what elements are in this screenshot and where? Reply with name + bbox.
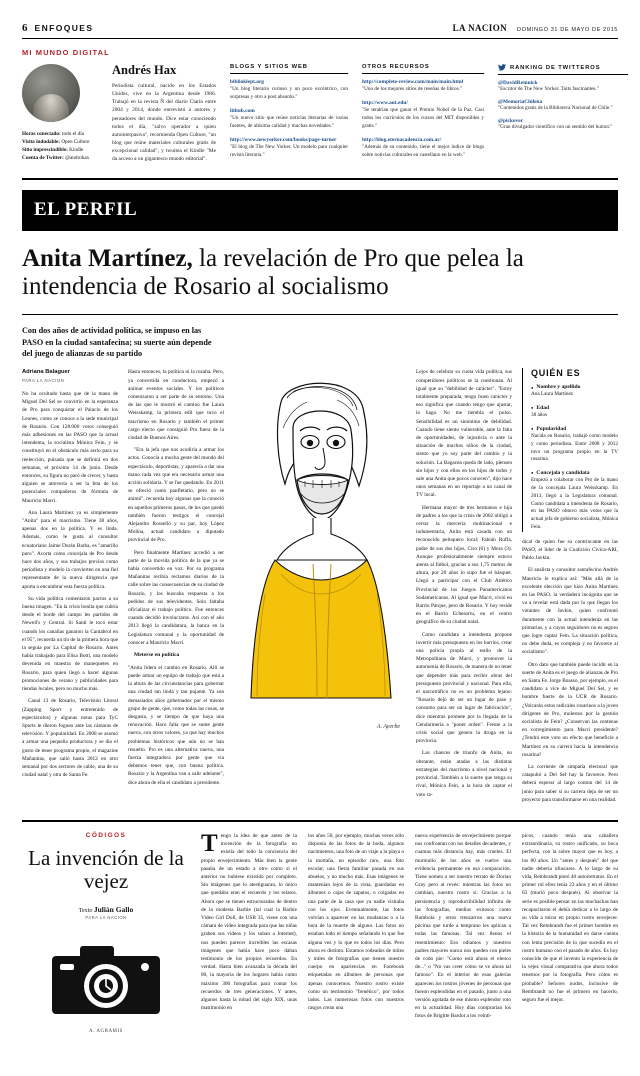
section-name: ENFOQUES [34, 23, 94, 33]
list-item [498, 80, 628, 94]
list-item [362, 137, 484, 160]
codigos-column-1: Tengo la idea de que antes de la invención de la fotografía no existía del todo la conciencia del propio envejecimiento. Más bien la gente pasaba de un estado a otro como si el anterior no hubiese existido por completo. Sin imágenes que lo atestiguaran, lo único que quedaba eran el recuerdo y los relatos. Ahora que se tienen estructuradas de dentro de la modesta Barbie (tal cual la Barbie Video Girl Doll, de USB 35, viene con una cámara de video integrada para que las niñas graben sus videos y los suban a Internet), nos pueden parecer increíbles las escasas imágenes que había hace poco daban testimonio de los propios recuerdos. En verdad. Hasta bien avanzada la década del 80, la mayoría de los hogares había como máximo 300 fotografías para contar los recuerdos de tres generaciones. Y antes, algunos hasta la mitad del siglo XIX, unas matrimonio en [201, 830, 297, 1012]
link[interactable]: http://complete-review.com/main/main.html [362, 79, 464, 85]
paragraph: Pero finalmente Martínez accedió a ser parte de la movida política de la que ya se había convertido en voz. Por su programa Mañanitas recibía reclamos diarios de la calle sobre las consecuencias de su ciudad de Rosario, y los buscaba respuesta a los pedidos de sus televidentes. Solo faltaba oficializar el trabajo político. Fue entonces cuando decidió involucrarse. Así con el año 2013 llegó la candidatura, la banca en la Legislatura comunal y la oportunidad de conocer a Mauricio Macri. [128, 549, 224, 646]
meta-label: Visita indudable: [22, 139, 61, 146]
paragraph: Hermana mayor de tres hermanos e hija de padres a los que la crisis de 2002 obligó a cerrar la mercería multinacional e indumentaria, Anita está casada con un reconocido peluquero local: Fabián Ruffa, padre de sus dos hijos, Ciro (6) y Mora (3). Aunque profesionalmente siempre estuvo atenta al fútbol, gracias a sus 1,75 metros de altura, por 20 años lo supo fue el básquet. Llegó a participar con el Club Atlético Provincial de los Juegos Panamericanos Sudamericanos. Al igual que Macri, vivió en Barrio Parque, pero de Rosario. Y hoy reside en el Barrio Echesortu, en el centro geográfico de su ciudad natal. [416, 504, 512, 626]
meta-label: Cuenta de Twitter: [22, 155, 64, 162]
twitter-handle[interactable]: @pickover [498, 117, 524, 124]
list-item [531, 405, 618, 420]
meta-label: Sitio imprescindible: [22, 147, 68, 154]
links-col-twitter [498, 64, 628, 166]
paragraph: Hasta entonces, la política ni la rozaba. Pero, ya convertida en conductora, empezó a animar eventos sociales. Y los políticos comenzaron a ser parte de su entorno. Una de las que le mostró el camino fue Laura Weisskamp, la primera edil que tuvo el macrismo en Rosario y también el primer cargo electo que consiguió Pro fuera de la ciudad de Buenos Aires. [128, 369, 224, 441]
columnist-meta [22, 130, 98, 162]
quien-es-text: Ana Laura Martínez [531, 391, 574, 398]
list-item [230, 137, 348, 160]
article-column-4 [522, 368, 618, 808]
paragraph: "Era la jefa que nos acudiría a armar los actos. Conocía a mucha gente del mundo del espectáculo, deportistas, y aparecía a dar una mano cada vez que era necesario armar una acción solidaria. Y se fue quedando. En 2011 se ofreció como panfletario, pero no se animó", recuerda hoy algunas que la conoció en aquellos primeros pasos, de los que quedó también fueron testigos el concejal Alejandro Rosselló y su par, hoy López Molina, actual candidato a diputado provincial de Pro. [128, 447, 224, 544]
quien-es-text: Nacida en Rosario, trabajó como modelo y como periodista. Entre 2008 y 2012 tuvo un programa propio en la TV rosarina. [531, 432, 618, 463]
link-description: "Un nuevo sitio que reúne noticias literarias de varias fuentes, de altísima calidad y muchas novedades." [230, 115, 348, 129]
byline-author: Julián Gallo [93, 905, 134, 915]
byline-prefix: Texto [78, 908, 93, 915]
article-byline: Adriana Balaguer [22, 369, 70, 376]
list-item [362, 100, 484, 131]
list-item [498, 118, 628, 132]
twitter-handle[interactable]: @DavidRemnick [498, 80, 538, 86]
meta-label: Horas conectado: [22, 131, 61, 137]
meta-value: @androhax [65, 155, 90, 162]
link-description: "El blog de The New Yorker. Un modelo para cualquier revista literaria." [230, 144, 348, 158]
codigos-column-2: los años 50, por ejemplo, muchas veces sólo disponía de las fotos de la boda, algunos nacimientos, una foto de un viaje a la playa o la mortaña, un episodio raro, una foto escolar, una fiesta familiar pasada en sus abuelos, y no mucho más. Esas imágenes se mantenían lejos de la vista, guardadas en álbumes o cajas de zapatos, o colgadas en una parte de la casa que ya nadie visitaba con los ojos. Eventualmente, las fotos volvían a aparecer en las mudanzas o a la hora de la muerte de alguno. Las fotos no estaban todo el tiempo señalando lo que fue alguna vez y lo que es todos los días. Pero ahora es distinto. Estamos rodeados de miles y miles de fotografías que tienen nuestro cuerpo en apariencias en Facebook etiquetadas en álbumes de personas que apenas conocemos. Nuestro rostro existe como un testimonio "frenético", por todos lados. Las numerosas fotos con nuestros rasgos crean una [308, 833, 404, 1012]
page-title [22, 245, 618, 301]
paragraph: dical de quien fue su contrincante en las PASO, el líder de la Coalición Cívica-ARI, Pablo Javkin. [522, 538, 618, 562]
section-banner-el-perfil: EL PERFIL [22, 190, 618, 231]
camera-illustration [46, 934, 166, 1034]
list-item [531, 426, 618, 464]
col-heading-row [498, 64, 628, 75]
kicker-codigos: CÓDIGOS [85, 832, 127, 839]
masthead-left [22, 22, 93, 34]
camera-icon [46, 934, 166, 1020]
col-heading: BLOGS Y SITIOS WEB [230, 64, 348, 74]
columnist-bio: Periodista cultural, nacido en los Estados Unidos, vive en la Argentina desde 1986. Trabajó en la revista Ñ del diario Clarín entre 2004 y 2014, donde entrevistó a autores y pensadores del mundo. Dice estar conociendo todos el día, "salvo operador a quien autointerpasiva", recomienda Open Culture, "un blog que reúne materiales culturales gratis de excepcional calidad", y twuitea el Kindle "Me da acceso a un gigantesco mundo editorial". [112, 83, 216, 163]
twitter-handle[interactable]: @MemoriaChilena [498, 98, 543, 105]
link[interactable]: http://www.newyorker.com/books/page-turner [230, 136, 337, 143]
codigos-byline [22, 905, 190, 920]
paragraph: Su vida política comentaron pactos a su buena imagen. "En la crisis bonita que cubría desde el borde del campo les partidos de Newell's y Central. Si Santi le tocó estar cuando los canallas ganaron la Cantabrol en el 95", recuerda un tín de la primera hora que la seguía por La Capital de Rosario. Antes había trabajado para Elisa Botti, una modelo devenida en maestra de manequetes en Rosario, para quien llegó a hacer algunas promociones de verano y publicidades para tiendas locales, pero no mucho más. [22, 595, 119, 693]
list-item [362, 79, 484, 94]
digital-block [22, 64, 618, 180]
codigos-column-3: nueva experiencia de envejecimiento porque nos confrontan con los detalles decadentes, y cuantas más distancia hay, más crueles. El murmullo de los años se vuelve una evidencia permanente en esa comparación. Tiene nomen o ser nuestro retrato de Dorian Gray pero al revés: mientras las fotos no cambian, nuestro rostro sí. Gracias a la persistencia y reproductibilidad infinita de las fotografías, medios exitosos como Rumbola y otros trenzarron una nueva pócima que turde a temprano les aplican a todas las famosas. Tal vez llenos el resentimiento: Eso odiamos y nuestros padres mayores nunca nos queden con pieles de codo pie: "Como está ahora el elenco de..." o "No vas creer cómo se ve ahora tal famoso". En el interior de esas galerías aparecen los rostros jóvenes de personas que fueron esplendidas en el pasado, junto a una versión agotada de ese mismo esplendor roto en la actualidad. Hoy días comprarían los fotos de Brigitte Bardot a los veinti- [415, 833, 511, 1020]
illustration-signature: A. AGRAMIS [89, 1029, 123, 1035]
brand-name: LA NACION [452, 23, 508, 33]
quien-es-title: QUIÉN ES [531, 368, 581, 379]
link[interactable]: http://www.aut.edu/ [362, 100, 408, 107]
col-heading: OTROS RECURSOS [362, 64, 484, 74]
deck-row [22, 325, 618, 361]
paragraph: Las chances de triunfo de Anita, no obstante, están atadas a las distintas estrategias del macrismo a nivel nacional y provincial. También a la suerte que tenga su rival, Mónica Fein, a la hora de captar el voto ra- [416, 750, 512, 798]
list-item [531, 470, 618, 532]
paragraph: La corriente de simpatía electoral que catapultó a Del Sel hay la favorece. Pero deberá esperar al largo contun del 14 de junio para saber si su carrera deja de ser un proyecto para transformarse en una realidad. [522, 763, 618, 803]
quien-es-box [522, 368, 618, 531]
quien-es-label: ● Nombre y apellido [531, 384, 618, 390]
twitter-description: "Contenidos gratis de la Biblioteca Nacional de Chile." [498, 104, 613, 111]
article-deck: Con dos años de actividad política, se impuso en las PASO en la ciudad santafecina; su suerte aún depende del juego de alianzas de su partido [22, 325, 212, 359]
kicker-mi-mundo-digital: MI MUNDO DIGITAL [22, 48, 110, 57]
twitter-icon [498, 64, 506, 71]
illustration-signature: A. Ayerbe [376, 724, 400, 731]
link[interactable]: lithub.com [230, 107, 255, 114]
article-column-3 [416, 368, 512, 808]
avatar [22, 64, 80, 122]
paragraph: No ha ocultado hasta que de la mano de Miguel Del Sel se convirtió en la esperanza de Pro para conquistar el Palacio de los Leones, como se conoce a la sede municipal de Rosario. Con 128.000 votos conseguió más adhesiones en las PASO que la actual intendenta, la socialista Mónica Fein, y se constituyó en el obstáculo más serio para su reelección, pulsada que se definirá en dos semanas, el próximo 14 de junio. Desde entonces, su figura no paró de crecer, y hasta alguien se atrevería a ser la feta de los potenciales compañeros de fórmula de Mauricio Macri. [22, 390, 118, 504]
article-column-2 [128, 368, 224, 808]
quien-es-label: ● Popularidad [531, 426, 618, 432]
link-description: "Se tendrían que ganar el Premio Nobel de la Paz. Casi todos los currículos de los cursos del MIT disponibles y gratis." [362, 107, 484, 129]
twitter-description: "Gran divulgador científico con un sentido del humor." [498, 123, 613, 130]
link[interactable]: biblioklept.org [230, 79, 264, 85]
headline-rest: la revelación de Pro que pelea la intendencia de Rosario al socialismo [22, 244, 524, 300]
quien-es-text: Empezó a colaborar con Pro de la mano de la concejala Laura Weisskamp. En 2013, llegó a la Legislatura comunal. Como candidata a intendenta de Rosario, en las PASO obtuvo más votos que la actual jefa de gobierno socialista, Mónica Fein. [531, 477, 618, 530]
link-description: "Además de su contenido, tiene el mejor índice de blogs sobre noticias culturales en castellano en la web." [362, 144, 484, 158]
meta-value: Kindle [69, 147, 84, 154]
list-item [498, 99, 628, 113]
headline-name: Anita Martínez, [22, 244, 193, 272]
caricature-svg [234, 368, 406, 734]
article-body [22, 368, 618, 808]
link[interactable]: http://blog.eternacadencia.com.ar/ [362, 136, 442, 143]
paragraph: "Anita lidera el cambio en Rosario. Allí se puede armar un equipo de trabajo que está a la altura de las circunstancias para gobernar una ciudad tan linda y tan pujante. Ya son demasiados años gobernados por el mismo grupo de gente, que, como todas las cosas, se desgasta, y se tiempo de que haya una renovación. Hace falta que se sume gente nueva, con otros valores, ya que hay muchos problemas históricos que aún no se han resuelto. Pro es una alternativa nueva, una fuerza integradora por gente que via debemos tener que, con buena política. Rosario y la Argentina van a salir adelante", dice ahora de ella el candidato a presidente. [128, 664, 224, 786]
paragraph: Ana Laura Martínez ya es simplemente "Anita" para el macrismo. Tiene 38 años, apenas dos en la política. Y es linda. Además, como le gusta al consultor ecuatoriano Jaime Durán Barba, es "amarillo puro". Acorta como concejala de Pro desde hace dos años, y sus trabajos previos como periodista y modelo la convierten en una fiel representante de la nueva dirigencia que aporta a encumbrar esta fuerza política. [22, 509, 118, 590]
divider [22, 314, 618, 315]
list-item [230, 108, 348, 131]
paragraph: Canal 13 de Rosario, Televisión Litoral (Zapping Sport y entretenido de espectáculos) y algunas notas para TyC Sports le dieron fogueo ante las cámaras de televisión. Y popularidad. En 2008 se asomó a armar una pequeña productora y se dio el gusto de tener programa propio, el magazine Mañanitas, que salió hasta 2012 en otro semanal por dos sectores de cable, una de su ciudad natal y otra de Santa Fe. [22, 698, 118, 779]
list-item [22, 146, 98, 154]
paragraph: Otro dato que también puede incidir en la suerte de Anita es el juego de alianzas de Pro en Santa Fe. Jorge Boasso, por ejemplo, es el candidato a vice de Miguel Del Sel, y es hombre fuerte de la UCR de Rosario. ¿Volcarán estos radicales rosarinos a la joven dirigente de Pro, molestos por la gestión socialista de Fein? ¿Conservan las centenas en corregimiento para Macri presidente? ¿Tendrá este voto un efecto que beneficie a Martínez en su carrera hacia la intendencia rosarina? [522, 661, 618, 758]
codigos-column-4: picos, cuando tenía una caballera extraordinaria, su rostro unificado, su boca perfecta, con la sobre mayor que es hoy, a los 80 años. Un "antes y después" del que nadie debería ofuscarse. A lo largo de su vida, Rembrandt pintó 40 autorretratos. En el primer rol ellos tenía 23 años y en el último 63 (murió poco después). Al observar la serie es posible pensar en las muchachas han recapacitaron el debía dedicar a lo largo de su vida a mirar en propio rostro envejecer. Tal vez Rembrandt fue el primer hombre en la historia de la humanidad en darse cuenta con lenta precisión de lo que sucedía en el rostro humano con el pasado de años. Es hoy conocido de que el invento la experiencia de la vejez visual comparativa que ahora todos tenemos por la fotografía. Pero cómo es probable? Señores nudos, inclusive de Rembrandt no fue el primero en hacerlo, seguro fue el mejor. [522, 833, 618, 1004]
codigos-title-col [22, 832, 190, 1034]
caricature-illustration [234, 368, 406, 734]
quien-es-label: ● Edad [531, 405, 618, 411]
list-item [22, 154, 98, 162]
issue-date: DOMINGO 31 DE MAYO DE 2015 [517, 27, 618, 33]
list-item [22, 138, 98, 146]
twitter-description: "Escritor de The New Yorker. Tuits fascinantes." [498, 86, 599, 92]
quien-es-label: ● Concejala y candidata [531, 470, 618, 476]
article-byline-sub: PARA LA NACION [22, 378, 65, 384]
codigos-headline: La invención de la vejez [28, 846, 184, 894]
paragraph: Como candidata a intendenta propone invertir más presupuesto en los barrios, crear una policía propia al estilo de la Metropolitana de Macri, y promover la autonomía de Rosario, de manera de no tener que depender más para recibir obras del presupuesto provincial y nacional. Para ella, el narcotráfico no es un problema lejano: "Rosario dejó de ser un lugar de paso y consumo para ser un lugar de fabricación", dice mientras promete por la llegada de la Gendarmería a "poner orden". Frente a la crisis social que genera la droga en la provincia. [416, 631, 512, 745]
columnist-name: Andrés Hax [112, 63, 177, 77]
article-column-1 [22, 368, 118, 808]
page-number: 6 [22, 22, 28, 34]
subheading: Meterse en política [134, 652, 180, 659]
links-col-blogs [230, 64, 348, 166]
paragraph: El analista y consultor santafecino Andrés Mauricio le explica así: "Más allá de la excelente elección que hizo Anita Martínez en las PASO, la verdadera incógnita que se va a revelar está dada por lo que llegan los votantes de Javkin, quien confrontó duramente con la actual intendenta en las primarias, y a cuyos seguidores no es seguro que logre captar Fein. La situación política, no debe duda, es compleja y no favorece al socialismo". [522, 567, 618, 656]
columnist-bio-col [112, 64, 216, 166]
masthead-right [453, 23, 618, 33]
list-item [531, 384, 618, 399]
link-description: "Un blog literario curioso y un poco excéntrico, con sorpresas y otro a post absurdo." [230, 86, 348, 101]
byline-sub: PARA LA NACION [85, 915, 127, 921]
newspaper-page [0, 22, 640, 1076]
columnist-photo-col [22, 64, 98, 166]
col-heading: RANKING DE TWITTEROS [510, 64, 601, 71]
quien-es-text: 38 años [531, 412, 547, 419]
article-column-4-text [522, 538, 618, 804]
links-col-recursos [362, 64, 484, 166]
paragraph: Lejos de celebrar su cuota vida política, sus competidores políticos se la cuestionan. Al igual que su "debilidad de carácter". "Estoy totalmente preparada, tengo buen carácter y eso significa que cuando tengo que ajustar, lo hago. No me tiembla el pulso. Sensibilidad es un sinónimo de debilidad. Cuando tiene siento vulnerable, ante la falta de oportunidades, de injusticia o ante la situación de muchos niños de la ciudad, siento que yo soy parte del cambio y la solución. La Bagacea queda de lado, piensen sin hijos y con ellos en los hijos de todos y sale una Anita que pocos conocen", dijo hace unos semanas en un reportaje a un canal de TV local. [416, 369, 512, 499]
link-description: "Uno de los mejores sitios de reseñas de libros." [362, 86, 463, 93]
list-item [230, 79, 348, 102]
masthead [22, 22, 618, 39]
meta-value: Open Culture [61, 139, 90, 146]
codigos-section [22, 820, 618, 1034]
list-item [22, 130, 98, 138]
meta-value: todo el día [62, 131, 84, 137]
